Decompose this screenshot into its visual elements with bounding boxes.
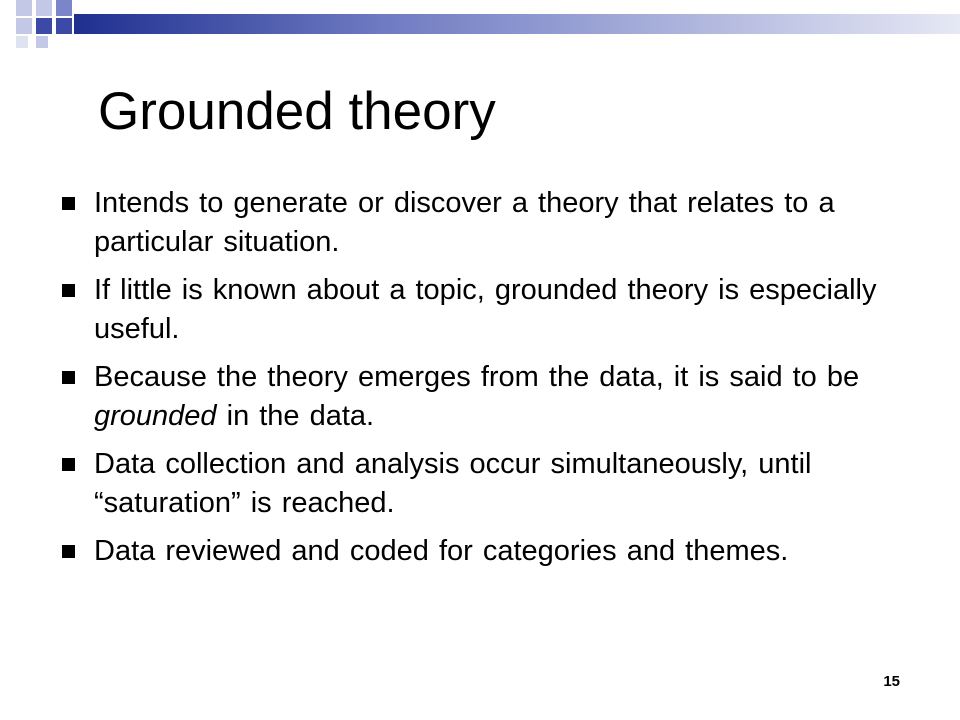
header-decoration — [0, 0, 960, 48]
bullet-square-icon — [62, 458, 75, 471]
header-square — [16, 36, 28, 48]
bullet-square-icon — [62, 284, 75, 297]
bullet-text: Intends to generate or discover a theory that relates to a particular situation. — [94, 187, 835, 258]
bullet-item — [62, 445, 932, 523]
bullet-text-emphasis: grounded — [94, 400, 217, 432]
header-square — [36, 0, 52, 16]
slide-title: Grounded theory — [98, 82, 496, 141]
bullet-text-post: in the data. — [216, 400, 375, 432]
bullet-text-pre: Because the theory emerges from the data, it is said to be — [94, 361, 860, 393]
header-square — [56, 0, 72, 16]
bullet-item — [62, 184, 932, 262]
bullet-square-icon — [62, 197, 75, 210]
bullet-text: Data reviewed and coded for categories and themes. — [94, 535, 789, 567]
page-number: 15 — [883, 673, 900, 690]
header-square — [36, 18, 52, 34]
bullet-square-icon — [62, 371, 75, 384]
bullet-text: Data collection and analysis occur simultaneously, until “saturation” is reached. — [94, 448, 812, 519]
header-square — [16, 18, 32, 34]
header-square — [36, 36, 48, 48]
header-square — [16, 0, 32, 16]
bullet-item — [62, 271, 932, 349]
bullet-text: If little is known about a topic, grounded theory is especially useful. — [94, 274, 877, 345]
bullet-list — [62, 184, 932, 580]
bullet-square-icon — [62, 545, 75, 558]
header-square — [56, 18, 72, 34]
bullet-item — [62, 532, 932, 571]
bullet-item — [62, 358, 932, 436]
header-gradient-bar — [74, 14, 960, 34]
